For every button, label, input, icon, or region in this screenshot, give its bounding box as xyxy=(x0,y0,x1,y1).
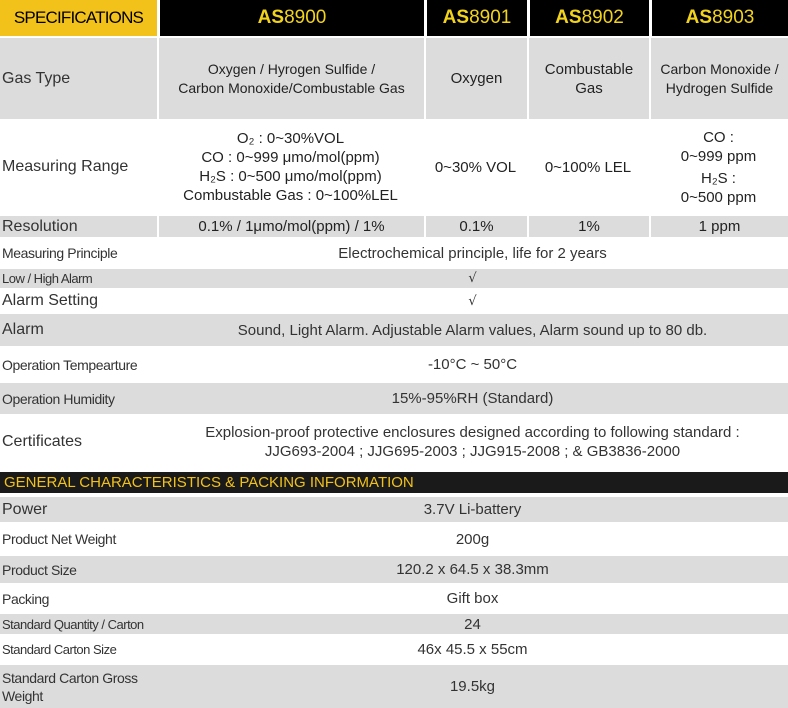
power-value: 3.7V Li-battery xyxy=(157,497,788,522)
gross-weight-label: Standard Carton Gross Weight xyxy=(0,665,157,708)
measuring-principle-label: Measuring Principle xyxy=(0,239,157,267)
carton-size-value: 46x 45.5 x 55cm xyxy=(157,636,788,663)
net-weight-label: Product Net Weight xyxy=(0,524,157,554)
measuring-range-as8902: 0~100% LEL xyxy=(527,121,649,213)
alarm-label: Alarm xyxy=(0,314,157,346)
section-header-row xyxy=(0,472,788,493)
packing-label: Packing xyxy=(0,585,157,612)
measuring-range-as8900: O₂ : 0~30%VOL CO : 0~999 μmo/mol(ppm) H₂S : 0~500 μmo/mol(ppm) Combustable Gas : 0~100%LEL xyxy=(157,121,424,213)
carton-size-label: Standard Carton Size xyxy=(0,636,157,663)
resolution-as8903: 1 ppm xyxy=(649,216,788,237)
gas-type-as8900: Oxygen / Hyrogen Sulfide / Carbon Monoxide/Combustable Gas xyxy=(157,38,424,119)
spec-row xyxy=(0,290,788,312)
alarm-value: Sound, Light Alarm. Adjustable Alarm values, Alarm sound up to 80 db. xyxy=(157,314,788,346)
gas-type-row xyxy=(0,38,788,119)
measuring-range-as8903: CO : 0~999 ppm H₂S : 0~500 ppm xyxy=(649,121,788,213)
resolution-row xyxy=(0,216,788,237)
resolution-as8902: 1% xyxy=(527,216,649,237)
model-as8901-header: AS 8901 xyxy=(424,0,527,36)
general-row xyxy=(0,614,788,634)
gross-weight-value: 19.5kg xyxy=(157,665,788,708)
model-as8900-header: AS 8900 xyxy=(157,0,424,36)
resolution-as8900: 0.1% / 1μmo/mol(ppm) / 1% xyxy=(157,216,424,237)
gas-type-as8902: Combustable Gas xyxy=(527,38,649,119)
operation-temperature-label: Operation Tempearture xyxy=(0,348,157,381)
certificates-label: Certificates xyxy=(0,416,157,468)
measuring-range-as8901: 0~30% VOL xyxy=(424,121,527,213)
spec-row xyxy=(0,239,788,267)
model-as8903-header: AS 8903 xyxy=(649,0,788,36)
certificates-row xyxy=(0,416,788,468)
spec-row xyxy=(0,348,788,381)
measuring-range-row xyxy=(0,121,788,213)
product-size-label: Product Size xyxy=(0,556,157,583)
operation-humidity-label: Operation Humidity xyxy=(0,383,157,414)
model-as8902-header: AS 8902 xyxy=(527,0,649,36)
gas-type-as8901: Oxygen xyxy=(424,38,527,119)
operation-temperature-value: -10°C ~ 50°C xyxy=(157,348,788,381)
general-row xyxy=(0,665,788,708)
specifications-header: SPECIFICATIONS xyxy=(0,0,157,36)
quantity-per-carton-label: Standard Quantity / Carton xyxy=(0,614,157,634)
general-row xyxy=(0,556,788,583)
net-weight-value: 200g xyxy=(157,524,788,554)
operation-humidity-value: 15%-95%RH (Standard) xyxy=(157,383,788,414)
header-row xyxy=(0,0,788,36)
spec-row xyxy=(0,269,788,288)
spec-row xyxy=(0,314,788,346)
alarm-setting-check: √ xyxy=(157,290,788,312)
power-label: Power xyxy=(0,497,157,522)
low-high-alarm-label: Low / High Alarm xyxy=(0,269,157,288)
section-title: GENERAL CHARACTERISTICS & PACKING INFORMATION xyxy=(0,472,788,493)
resolution-as8901: 0.1% xyxy=(424,216,527,237)
general-row xyxy=(0,585,788,612)
alarm-setting-label: Alarm Setting xyxy=(0,290,157,312)
gas-type-label: Gas Type xyxy=(0,38,157,119)
packing-value: Gift box xyxy=(157,585,788,612)
gas-type-as8903: Carbon Monoxide / Hydrogen Sulfide xyxy=(649,38,788,119)
spec-row xyxy=(0,383,788,414)
measuring-principle-value: Electrochemical principle, life for 2 years xyxy=(157,239,788,267)
general-row xyxy=(0,524,788,554)
quantity-per-carton-value: 24 xyxy=(157,614,788,634)
product-size-value: 120.2 x 64.5 x 38.3mm xyxy=(157,556,788,583)
resolution-label: Resolution xyxy=(0,216,157,237)
certificates-value: Explosion-proof protective enclosures designed according to following standard : JJG693-2004 ; JJG695-2003 ; JJG915-2008 ; & GB3836-2000 xyxy=(157,416,788,468)
measuring-range-label: Measuring Range xyxy=(0,121,157,213)
low-high-alarm-check: √ xyxy=(157,269,788,288)
general-row xyxy=(0,636,788,663)
general-row xyxy=(0,497,788,522)
